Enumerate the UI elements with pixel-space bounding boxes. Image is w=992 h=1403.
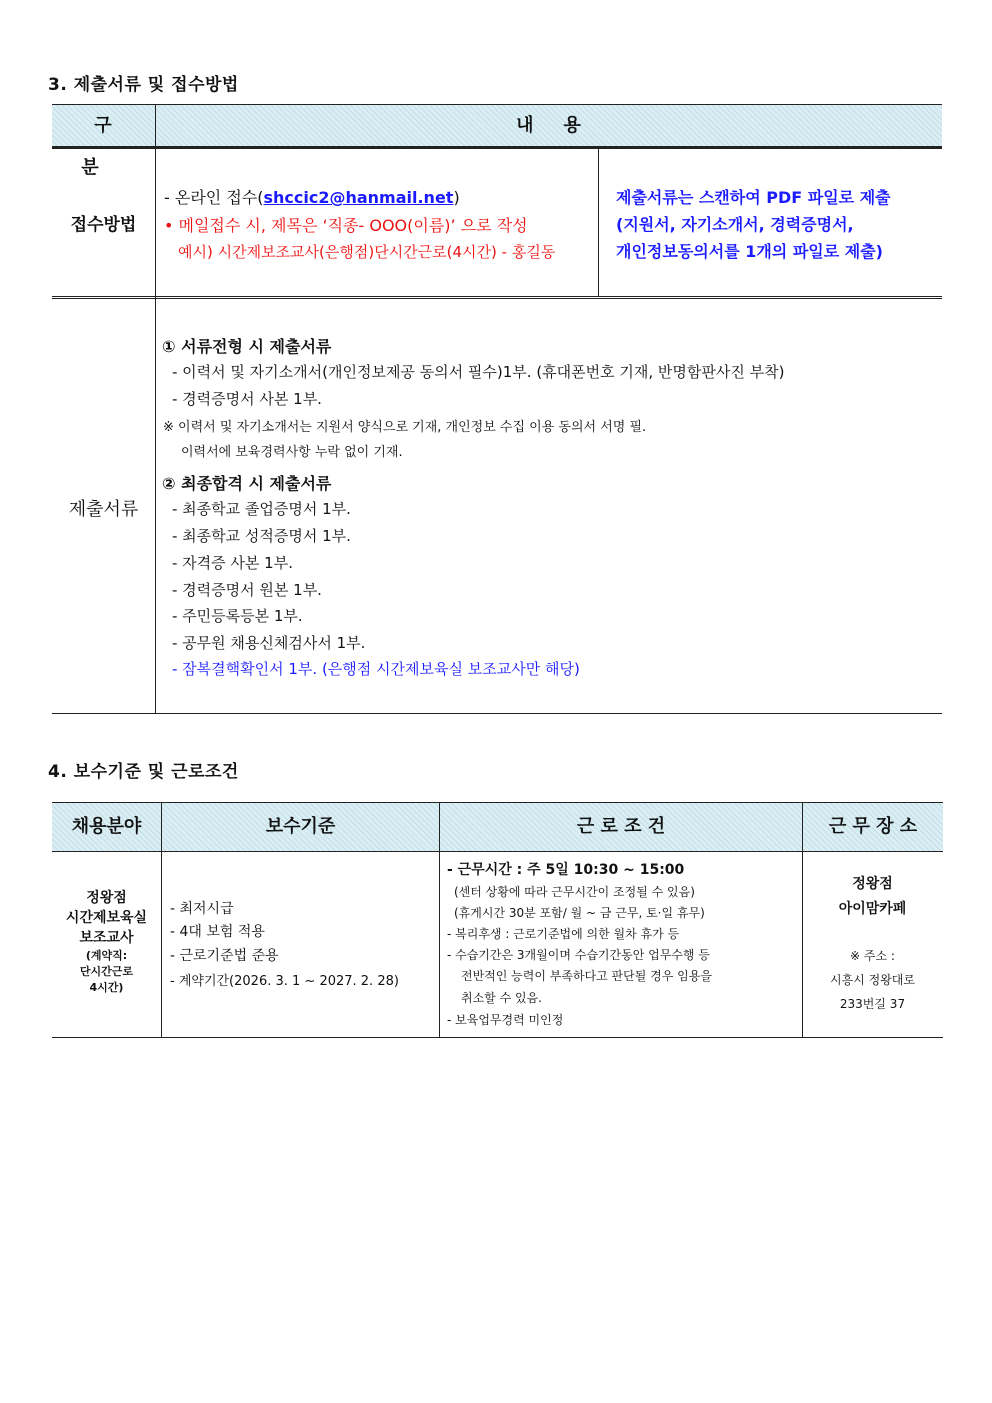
file-note-2: (지원서, 자기소개서, 경력증명서, bbox=[616, 215, 854, 234]
field-line: 보조교사 bbox=[79, 930, 134, 946]
stage2-item: - 자격증 사본 1부. bbox=[172, 554, 293, 572]
stage2-item: - 최종학교 성적증명서 1부. bbox=[172, 527, 351, 545]
email-link[interactable]: shccic2@hanmail.net bbox=[263, 188, 454, 207]
field-line-small: 단시간근로 bbox=[79, 965, 134, 978]
table-2-header bbox=[52, 802, 943, 852]
welfare: - 복리후생 : 근로기준법에 의한 월차 휴가 등 bbox=[447, 927, 680, 941]
table-1-inner-divider bbox=[598, 149, 599, 297]
header-pay: 보수기준 bbox=[265, 816, 336, 837]
hours-note: (휴게시간 30분 포함/ 월 ~ 금 근무, 토·일 휴무) bbox=[454, 906, 705, 920]
table-2-divider bbox=[161, 802, 162, 1037]
header-field: 채용분야 bbox=[71, 816, 142, 837]
table-1-bottom-rule bbox=[52, 713, 942, 714]
documents-label: 제출서류 bbox=[68, 499, 139, 520]
stage2-item-tb-certificate: - 잠복결핵확인서 1부. (은행점 시간제보육실 보조교사만 해당) bbox=[172, 660, 580, 678]
location-line: 아이맘카페 bbox=[838, 901, 907, 917]
stage2-item: - 최종학교 졸업증명서 1부. bbox=[172, 500, 351, 518]
address-line: 233번길 37 bbox=[839, 997, 906, 1011]
stage2-item: - 경력증명서 원본 1부. bbox=[172, 581, 322, 599]
hours-note: (센터 상황에 따라 근무시간이 조정될 수 있음) bbox=[454, 885, 695, 899]
table-2-bottom-rule bbox=[52, 1037, 943, 1038]
work-hours: - 근무시간 : 주 5일 10:30 ~ 15:00 bbox=[447, 862, 685, 878]
table-1-divider bbox=[155, 104, 156, 714]
stage1-item: - 경력증명서 사본 1부. bbox=[172, 390, 322, 408]
probation: - 수습기간은 3개월이며 수습기간동안 업무수행 등 bbox=[447, 948, 710, 962]
header-location: 근 무 장 소 bbox=[828, 816, 918, 837]
stage2-title: ② 최종합격 시 제출서류 bbox=[162, 474, 332, 493]
probation: 취소할 수 있음. bbox=[461, 991, 542, 1005]
section-4-title: 4. 보수기준 및 근로조건 bbox=[48, 762, 239, 782]
pay-item: - 4대 보험 적용 bbox=[170, 924, 265, 940]
work-location bbox=[802, 872, 943, 922]
header-category: 구분 bbox=[81, 115, 138, 178]
field-line-small: (계약직: bbox=[85, 949, 128, 962]
section-3-title: 3. 제출서류 및 접수방법 bbox=[48, 75, 239, 95]
address-label: ※ 주소 : bbox=[850, 949, 895, 963]
table-1-row-rule bbox=[52, 296, 942, 299]
location-line: 정왕점 bbox=[852, 876, 893, 892]
pay-item: - 최저시급 bbox=[170, 901, 234, 917]
file-note-1: 제출서류는 스캔하여 PDF 파일로 제출 bbox=[616, 188, 891, 207]
field-line: 정왕점 bbox=[86, 890, 127, 906]
stage1-title: ① 서류전형 시 제출서류 bbox=[162, 337, 332, 356]
pay-item: - 근로기준법 준용 bbox=[170, 948, 279, 964]
work-address bbox=[802, 944, 943, 1016]
stage2-item: - 공무원 채용신체검사서 1부. bbox=[172, 634, 366, 652]
online-receipt-line bbox=[164, 185, 460, 208]
header-content: 내용 bbox=[516, 115, 611, 136]
stage2-item: - 주민등록등본 1부. bbox=[172, 607, 303, 625]
note-line-2: 이력서에 보육경력사항 누락 없이 기재. bbox=[181, 445, 403, 460]
receipt-method-label: 접수방법 bbox=[70, 215, 137, 235]
address-line: 시흥시 정왕대로 bbox=[830, 973, 915, 987]
table-1-header bbox=[52, 104, 942, 178]
header-conditions: 근 로 조 건 bbox=[576, 816, 666, 837]
table-2-divider bbox=[439, 802, 440, 1037]
note-line-1: ※ 이력서 및 자기소개서는 지원서 양식으로 기재, 개인정보 수집 이용 동의서 서명 필. bbox=[163, 420, 647, 435]
online-prefix: - 온라인 접수( bbox=[164, 188, 264, 207]
career-note: - 보육업무경력 미인정 bbox=[447, 1013, 564, 1027]
probation: 전반적인 능력이 부족하다고 판단될 경우 임용을 bbox=[461, 969, 712, 983]
mail-subject-example: 예시) 시간제보조교사(은행점)단시간근로(4시간) - 홍길동 bbox=[178, 243, 556, 261]
online-suffix: ) bbox=[453, 188, 460, 207]
pay-item-contract: - 계약기간(2026. 3. 1 ~ 2027. 2. 28) bbox=[170, 974, 399, 989]
stage1-item: - 이력서 및 자기소개서(개인정보제공 동의서 필수)1부. (휴대폰번호 기재, 반명함판사진 부착) bbox=[172, 363, 785, 381]
recruit-field bbox=[52, 888, 161, 996]
field-line: 시간제보육실 bbox=[65, 910, 148, 926]
field-line-small: 4시간) bbox=[89, 981, 124, 994]
mail-subject-note: • 메일접수 시, 제목은 ‘직종- OOO(이름)’ 으로 작성 bbox=[164, 216, 528, 235]
table-1-header-rule bbox=[52, 146, 942, 149]
file-note-3: 개인정보동의서를 1개의 파일로 제출) bbox=[616, 242, 883, 261]
